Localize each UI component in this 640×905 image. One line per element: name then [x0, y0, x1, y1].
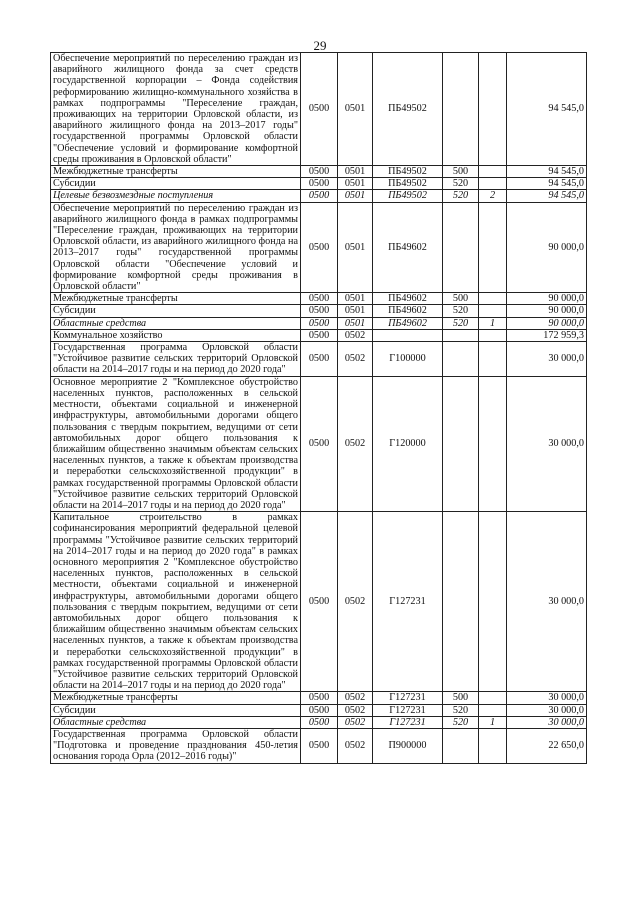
- table-row: [51, 305, 587, 317]
- funding-source-cell: [479, 728, 507, 763]
- funding-source-cell: [479, 305, 507, 317]
- subsection-code-cell: 0501: [338, 293, 373, 305]
- table-row: [51, 376, 587, 511]
- section-code-cell: 0500: [301, 342, 338, 377]
- row-name-cell: Обеспечение мероприятий по переселению граждан из аварийного жилищного фонда за счет средств государственной корпорации – Фонда содействия реформированию жилищно-коммунального хозяйства в рамках подпрограммы "Переселение граждан, проживающих на территории Орловской области, из аварийного жилищного фонда на 2013–2017 годы" государственной программы Орловской области "Обеспечение условий и формирование комфортной среды проживания в Орловской области": [51, 53, 301, 166]
- section-code-cell: 0500: [301, 317, 338, 329]
- target-article-cell: [373, 329, 443, 341]
- row-name-cell: Субсидии: [51, 178, 301, 190]
- expense-type-cell: 520: [443, 716, 479, 728]
- subsection-code-cell: 0502: [338, 329, 373, 341]
- expense-type-cell: [443, 342, 479, 377]
- subsection-code-cell: 0501: [338, 202, 373, 293]
- amount-cell: 90 000,0: [507, 317, 587, 329]
- amount-cell: 90 000,0: [507, 305, 587, 317]
- table-row: [51, 512, 587, 692]
- expense-type-cell: [443, 728, 479, 763]
- amount-cell: 90 000,0: [507, 293, 587, 305]
- target-article-cell: ПБ49502: [373, 166, 443, 178]
- target-article-cell: Г127231: [373, 716, 443, 728]
- funding-source-cell: 1: [479, 716, 507, 728]
- amount-cell: 30 000,0: [507, 342, 587, 377]
- row-name-cell: Субсидии: [51, 305, 301, 317]
- section-code-cell: 0500: [301, 305, 338, 317]
- subsection-code-cell: 0501: [338, 166, 373, 178]
- target-article-cell: Г127231: [373, 692, 443, 704]
- expense-type-cell: [443, 329, 479, 341]
- target-article-cell: ПБ49502: [373, 190, 443, 202]
- subsection-code-cell: 0501: [338, 178, 373, 190]
- expense-type-cell: 520: [443, 190, 479, 202]
- subsection-code-cell: 0501: [338, 305, 373, 317]
- section-code-cell: 0500: [301, 704, 338, 716]
- funding-source-cell: [479, 704, 507, 716]
- row-name-cell: Капитальное строительство в рамках софинансирования мероприятий федеральной целевой программы "Устойчивое развитие сельских территорий на 2014–2017 годы и на период до 2020 года" в рамках основного мероприятия 2 "Комплексное обустройство населенных пунктов, расположенных в сельской местности, объектами социальной и инженерной инфраструктуры, автомобильными дорогами общего пользования с твердым покрытием, ведущими от сети автомобильных дорог общего пользования к ближайшим общественно значимым объектам сельских населенных пунктов, а также к объектам производства и переработки сельскохозяйственной продукции" в рамках государственной программы Орловской области "Устойчивое развитие сельских территорий Орловской области на 2014–2017 годы и на период до 2020 года": [51, 512, 301, 692]
- subsection-code-cell: 0501: [338, 190, 373, 202]
- table-row: [51, 716, 587, 728]
- expense-type-cell: [443, 376, 479, 511]
- expense-type-cell: [443, 53, 479, 166]
- subsection-code-cell: 0502: [338, 728, 373, 763]
- expense-type-cell: 500: [443, 166, 479, 178]
- table-row: [51, 166, 587, 178]
- target-article-cell: ПБ49602: [373, 293, 443, 305]
- section-code-cell: 0500: [301, 53, 338, 166]
- funding-source-cell: [479, 53, 507, 166]
- amount-cell: 94 545,0: [507, 166, 587, 178]
- funding-source-cell: 2: [479, 190, 507, 202]
- table-row: [51, 728, 587, 763]
- row-name-cell: Областные средства: [51, 716, 301, 728]
- table-row: [51, 202, 587, 293]
- table-row: [51, 317, 587, 329]
- subsection-code-cell: 0502: [338, 692, 373, 704]
- row-name-cell: Субсидии: [51, 704, 301, 716]
- table-row: [51, 178, 587, 190]
- section-code-cell: 0500: [301, 202, 338, 293]
- expense-type-cell: [443, 512, 479, 692]
- funding-source-cell: [479, 376, 507, 511]
- expense-type-cell: 500: [443, 293, 479, 305]
- subsection-code-cell: 0502: [338, 342, 373, 377]
- target-article-cell: Г100000: [373, 342, 443, 377]
- section-code-cell: 0500: [301, 190, 338, 202]
- funding-source-cell: [479, 166, 507, 178]
- funding-source-cell: [479, 342, 507, 377]
- table-row: [51, 293, 587, 305]
- amount-cell: 94 545,0: [507, 53, 587, 166]
- section-code-cell: 0500: [301, 512, 338, 692]
- table-row: [51, 704, 587, 716]
- budget-table: [50, 52, 587, 764]
- target-article-cell: Г127231: [373, 512, 443, 692]
- amount-cell: 30 000,0: [507, 512, 587, 692]
- expense-type-cell: 520: [443, 305, 479, 317]
- row-name-cell: Межбюджетные трансферты: [51, 692, 301, 704]
- subsection-code-cell: 0501: [338, 53, 373, 166]
- amount-cell: 22 650,0: [507, 728, 587, 763]
- subsection-code-cell: 0502: [338, 704, 373, 716]
- expense-type-cell: 520: [443, 704, 479, 716]
- funding-source-cell: [479, 178, 507, 190]
- row-name-cell: Целевые безвозмездные поступления: [51, 190, 301, 202]
- row-name-cell: Государственная программа Орловской области "Подготовка и проведение празднования 450-летия основания города Орла (2012–2016 годы)": [51, 728, 301, 763]
- table-row: [51, 692, 587, 704]
- funding-source-cell: [479, 512, 507, 692]
- funding-source-cell: [479, 202, 507, 293]
- target-article-cell: Г120000: [373, 376, 443, 511]
- subsection-code-cell: 0502: [338, 512, 373, 692]
- section-code-cell: 0500: [301, 716, 338, 728]
- row-name-cell: Основное мероприятие 2 "Комплексное обустройство населенных пунктов, расположенных в сельской местности, объектами социальной и инженерной инфраструктуры, автомобильными дорогами общего пользования с твердым покрытием, ведущими от сети автомобильных дорог общего пользования к ближайшим общественно значимым объектам сельских населенных пунктов, а также к объектам производства и переработки сельскохозяйственной продукции" в рамках государственной программы Орловской области "Устойчивое развитие сельских территорий Орловской области на 2014–2017 годы и на период до 2020 года": [51, 376, 301, 511]
- amount-cell: 30 000,0: [507, 692, 587, 704]
- target-article-cell: Г127231: [373, 704, 443, 716]
- row-name-cell: Областные средства: [51, 317, 301, 329]
- row-name-cell: Коммунальное хозяйство: [51, 329, 301, 341]
- expense-type-cell: 500: [443, 692, 479, 704]
- funding-source-cell: [479, 293, 507, 305]
- target-article-cell: ПБ49502: [373, 178, 443, 190]
- row-name-cell: Обеспечение мероприятий по переселению граждан из аварийного жилищного фонда в рамках подпрограммы "Переселение граждан, проживающих на территории Орловской области, из аварийного жилищного фонда на 2013–2017 годы" государственной программы Орловской области "Обеспечение условий и формирование комфортной среды проживания в Орловской области": [51, 202, 301, 293]
- expense-type-cell: [443, 202, 479, 293]
- amount-cell: 172 959,3: [507, 329, 587, 341]
- section-code-cell: 0500: [301, 728, 338, 763]
- funding-source-cell: [479, 692, 507, 704]
- target-article-cell: ПБ49602: [373, 202, 443, 293]
- subsection-code-cell: 0501: [338, 317, 373, 329]
- section-code-cell: 0500: [301, 692, 338, 704]
- row-name-cell: Межбюджетные трансферты: [51, 166, 301, 178]
- funding-source-cell: [479, 329, 507, 341]
- page-number: 29: [313, 38, 327, 53]
- funding-source-cell: 1: [479, 317, 507, 329]
- section-code-cell: 0500: [301, 178, 338, 190]
- target-article-cell: ПБ49502: [373, 53, 443, 166]
- subsection-code-cell: 0502: [338, 716, 373, 728]
- section-code-cell: 0500: [301, 293, 338, 305]
- row-name-cell: Государственная программа Орловской области "Устойчивое развитие сельских территорий Орловской области на 2014–2017 годы и на период до 2020 года": [51, 342, 301, 377]
- table-row: [51, 53, 587, 166]
- amount-cell: 90 000,0: [507, 202, 587, 293]
- amount-cell: 94 545,0: [507, 178, 587, 190]
- table-row: [51, 342, 587, 377]
- amount-cell: 94 545,0: [507, 190, 587, 202]
- amount-cell: 30 000,0: [507, 376, 587, 511]
- target-article-cell: ПБ49602: [373, 305, 443, 317]
- table-row: [51, 190, 587, 202]
- expense-type-cell: 520: [443, 178, 479, 190]
- expense-type-cell: 520: [443, 317, 479, 329]
- section-code-cell: 0500: [301, 329, 338, 341]
- target-article-cell: ПБ49602: [373, 317, 443, 329]
- amount-cell: 30 000,0: [507, 716, 587, 728]
- amount-cell: 30 000,0: [507, 704, 587, 716]
- target-article-cell: П900000: [373, 728, 443, 763]
- section-code-cell: 0500: [301, 376, 338, 511]
- row-name-cell: Межбюджетные трансферты: [51, 293, 301, 305]
- table-row: [51, 329, 587, 341]
- subsection-code-cell: 0502: [338, 376, 373, 511]
- section-code-cell: 0500: [301, 166, 338, 178]
